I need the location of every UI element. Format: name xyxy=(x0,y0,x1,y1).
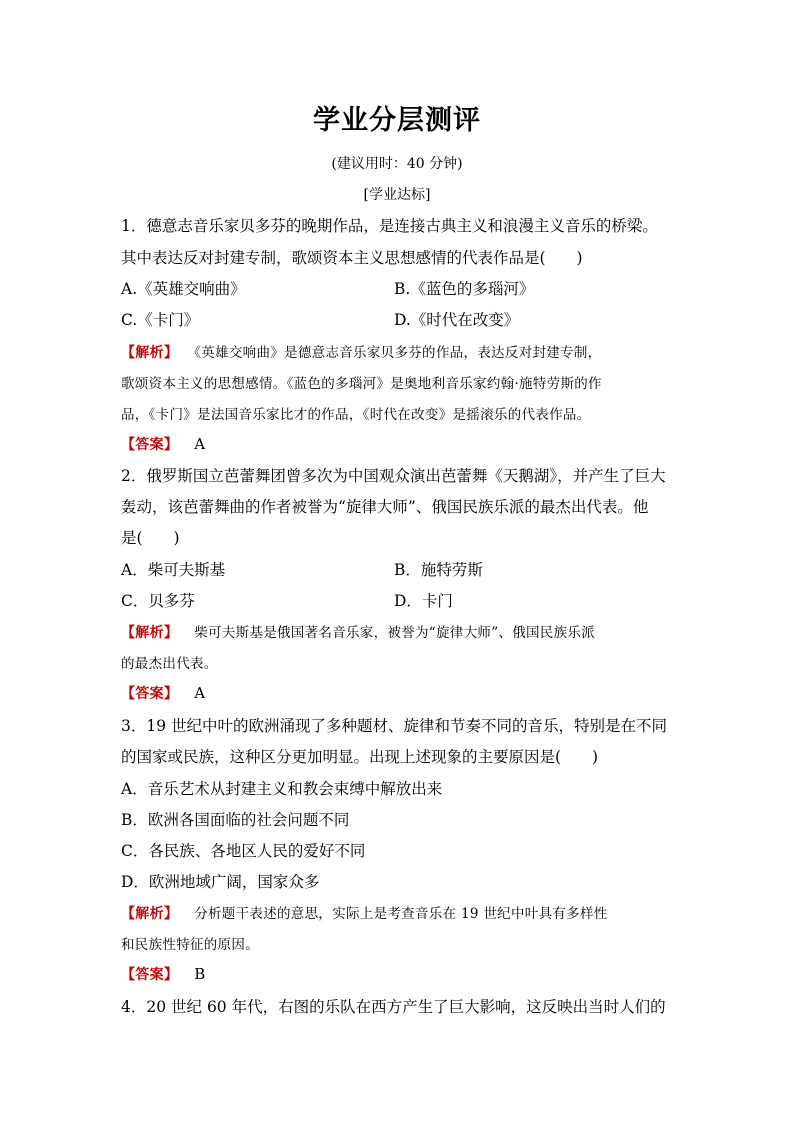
q3-option-a: A．音乐艺术从封建主义和教会束缚中解放出来 xyxy=(121,780,443,798)
analysis-tag: 【解析】 xyxy=(121,625,179,641)
q3-option-c: C．各民族、各地区人民的爱好不同 xyxy=(121,842,366,860)
q3-option-b: B．欧洲各国面临的社会问题不同 xyxy=(121,811,350,829)
q3-option-d: D．欧洲地域广阔，国家众多 xyxy=(121,873,320,891)
q3-analysis-line-2: 和民族性特征的原因。 xyxy=(121,937,259,953)
answer-tag: 【答案】 xyxy=(121,686,179,702)
q3-analysis-line-1 xyxy=(121,902,608,923)
q2-option-b: B．施特劳斯 xyxy=(394,561,483,579)
q1-option-d: D.《时代在改变》 xyxy=(394,311,520,329)
q2-stem-line-2: 轰动，该芭蕾舞曲的作者被誉为“旋律大师”、俄国民族乐派的最杰出代表。他 xyxy=(121,498,649,516)
q2-answer: A xyxy=(194,684,206,702)
q3-stem-line-2: 的国家或民族，这种区分更加明显。出现上述现象的主要原因是( ) xyxy=(121,748,599,766)
q1-stem-line-2: 其中表达反对封建专制，歌颂资本主义思想感情的代表作品是( ) xyxy=(121,249,583,267)
q1-option-c: C.《卡门》 xyxy=(121,311,200,329)
q2-analysis-line-2: 的最杰出代表。 xyxy=(121,656,218,672)
q2-answer-line xyxy=(121,683,205,703)
q3-answer-line xyxy=(121,964,206,984)
q2-analysis-line-1 xyxy=(121,621,595,642)
q1-analysis-line-1 xyxy=(121,341,601,362)
q1-analysis-line-3: 品，《卡门》是法国音乐家比才的作品，《时代在改变》是摇滚乐的代表作品。 xyxy=(121,407,591,423)
q2-option-a: A．柴可夫斯基 xyxy=(121,561,226,579)
q3-stem-line-1: 3．19 世纪中叶的欧洲涌现了多种题材、旋律和节奏不同的音乐，特别是在不同 xyxy=(121,717,668,735)
q2-option-d: D．卡门 xyxy=(394,592,453,610)
time-hint: (建议用时：40 分钟) xyxy=(331,156,463,172)
page-title: 学业分层测评 xyxy=(313,105,481,136)
q1-stem-line-1: 1．德意志音乐家贝多芬的晚期作品，是连接古典主义和浪漫主义音乐的桥梁。 xyxy=(121,217,658,235)
q4-stem-line-1: 4．20 世纪 60 年代，右图的乐队在西方产生了巨大影响，这反映出当时人们的 xyxy=(121,998,666,1016)
analysis-tag: 【解析】 xyxy=(121,345,179,361)
q1-answer-line xyxy=(121,434,205,454)
q3-answer: B xyxy=(194,965,206,983)
answer-tag: 【答案】 xyxy=(121,437,179,453)
q1-answer: A xyxy=(194,435,206,453)
q2-option-c: C．贝多芬 xyxy=(121,592,195,610)
q1-option-a: A.《英雄交响曲》 xyxy=(121,280,246,298)
q2-stem-line-1: 2．俄罗斯国立芭蕾舞团曾多次为中国观众演出芭蕾舞《天鹅湖》，并产生了巨大 xyxy=(121,467,666,485)
answer-tag: 【答案】 xyxy=(121,967,179,983)
q1-analysis-line-2: 歌颂资本主义的思想感情。《蓝色的多瑙河》是奥地利音乐家约翰·施特劳斯的作 xyxy=(121,376,602,392)
q1-option-b: B.《蓝色的多瑙河》 xyxy=(394,280,535,298)
q1-analysis-text-1: 《英雄交响曲》是德意志音乐家贝多芬的作品，表达反对封建专制， xyxy=(194,345,602,361)
q2-analysis-text-1: 柴可夫斯基是俄国著名音乐家，被誉为“旋律大师”、俄国民族乐派 xyxy=(194,625,596,641)
q2-stem-line-3: 是( ) xyxy=(121,529,180,547)
section-heading: [学业达标] xyxy=(363,187,431,203)
q3-analysis-text-1: 分析题干表述的意思，实际上是考查音乐在 19 世纪中叶具有多样性 xyxy=(194,906,608,922)
analysis-tag: 【解析】 xyxy=(121,906,179,922)
